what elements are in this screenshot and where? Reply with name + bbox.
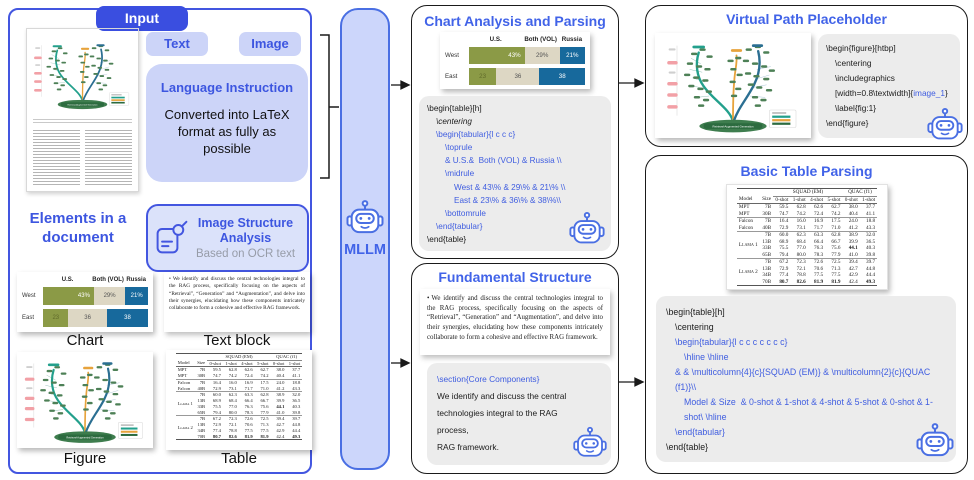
text-block-content: We identify and discuss the central technologies integral to the RAG process, specifically focusing on the aspects of “Retrieval”, “Generation” and “Augmentation”, and delve into their synergies, elucidating how these components intricately collaborate to form a cohesive and effective RAG framework. xyxy=(169,276,305,312)
arrow-mllm-to-fundamental xyxy=(391,359,409,367)
bullet-dot: • xyxy=(427,295,430,302)
mllm-label: MLLM xyxy=(344,242,386,258)
language-instruction-card xyxy=(146,64,308,182)
figure-label: Figure xyxy=(63,450,107,467)
llm-table-card: SQUAD (EM) QUAC (f1) Model Size 0-shot 1-shot 4-shot 5-shot 0-shot 1-shot MPT 7B 59.5 62.8 62.6 62.7 38.0 37.7 MPT 30B 74.7 74.2 72.4 74.2 40.4 41.1 Falcon 7B 16.4 16.0 16.9 17.5 24.0 18.8 Falcon 40B 72.9 73.1 71.7 71.0 41.2 43.3 Llama 1 7B 60.0 62.3 63.3 62.8 38.9 32.0 13B 68.9 68.4 66.4 66.7 39.9 36.5 33B 75.5 77.0 76.3 75.6 44.1 40.3 65B 79.4 80.0 78.3 77.9 41.0 39.8 Llama 2 7B 67.2 72.3 72.6 72.5 39.4 39.7 13B 72.9 72.1 70.6 71.3 42.7 44.8 34B 77.4 78.8 77.5 77.5 42.9 44.4 70B 80.7 82.6 81.9 81.9 42.4 49.3 xyxy=(726,184,888,290)
text-chip: Text xyxy=(146,32,208,56)
robot-icon xyxy=(926,106,964,144)
robot-icon xyxy=(572,425,608,461)
text-block-label: Text block xyxy=(203,332,271,349)
mllm-bar xyxy=(340,8,390,470)
virtual-path-panel xyxy=(645,5,968,147)
chart-code-block: \begin{table}[h] \centering \begin{tabular}{l c c c} \toprule & U.S.& Both (VOL) & Russia \\ \midrule West & 43\% & 29\% & 21\% \\ East & 23\% & 36\% & 38\%\\ \bottomrule \end{tabular} \end{table} xyxy=(419,96,611,251)
virtual-path-code-block: \begin{figure}[htbp] \centering \includegraphics [width=0.8\textwidth]{image_1} \label{fig:1} \end{figure} xyxy=(818,34,960,138)
text-block-thumbnail xyxy=(164,272,310,332)
document-thumbnail xyxy=(26,28,139,192)
svg-text:Retrieval-Augmented Generation: Retrieval-Augmented Generation xyxy=(66,436,104,440)
figure-thumbnail xyxy=(17,352,153,448)
table-label: Table xyxy=(221,450,257,467)
elements-in-document-title: Elements in a document xyxy=(29,210,127,246)
fundamental-text-content: We identify and discuss the central technologies integral to the RAG process, specifically focusing on the aspects of “Retrieval”, “Generation” and “Augmentation”, and delve into their synergies, elucidating how these components intricately collaborate to form a cohesive and effective RAG framework. xyxy=(427,295,603,341)
svg-text:Retrieval-Augmented Generation: Retrieval-Augmented Generation xyxy=(67,104,98,107)
chart-label: Chart xyxy=(66,332,104,349)
basic-table-title: Basic Table Parsing xyxy=(740,163,873,179)
arrow-fundamental-to-basic-table xyxy=(619,378,643,386)
input-badge: Input xyxy=(96,6,188,31)
fundamental-structure-title: Fundamental Structure xyxy=(438,269,592,285)
arrow-mllm-to-chart-analysis xyxy=(391,81,409,89)
image-structure-card xyxy=(146,204,309,272)
gather-bracket xyxy=(320,35,339,178)
fundamental-structure-panel xyxy=(411,263,619,474)
document-text-columns xyxy=(33,130,132,185)
image-structure-subtitle: Based on OCR text xyxy=(195,248,296,260)
language-instruction-title: Language Instruction xyxy=(160,80,294,95)
chart-analysis-panel xyxy=(411,5,619,259)
virtual-path-figure xyxy=(655,33,811,138)
fundamental-text-card xyxy=(420,289,610,355)
basic-table-panel xyxy=(645,155,968,474)
robot-icon xyxy=(915,421,955,461)
image-structure-title: Image Structure Analysis xyxy=(197,216,294,245)
virtual-path-title: Virtual Path Placeholder xyxy=(726,11,887,27)
rag-tree-figure xyxy=(31,33,134,116)
document-with-magnifier-icon xyxy=(154,216,190,260)
chart-analysis-title: Chart Analysis and Parsing xyxy=(424,13,606,29)
image-chip: Image xyxy=(239,32,301,56)
robot-icon xyxy=(568,210,606,248)
chart-thumbnail: U.S. Both (VOL) Russia West 43% 29% 21% East 23 36 38 xyxy=(17,272,153,332)
robot-icon xyxy=(345,198,385,238)
table-thumbnail: SQUAD (EM) QUAC (f1) Model Size 0-shot 1-shot 4-shot 5-shot 0-shot 1-shot MPT 7B 59.5 62.8 62.6 62.7 38.0 37.7 MPT 30B 74.7 74.2 72.4 74.2 40.4 41.1 Falcon 7B 16.4 16.0 16.9 17.5 24.0 18.8 Falcon 40B 72.9 73.1 71.7 71.0 41.2 43.3 Llama 1 7B 60.0 62.3 63.3 62.8 38.9 32.0 13B 68.9 68.4 66.4 66.7 39.9 36.5 33B 75.5 77.0 76.3 75.6 44.1 40.3 65B 79.4 80.0 78.3 77.9 41.0 39.8 Llama 2 7B 67.2 72.3 72.6 72.5 39.4 39.7 13B 72.9 72.1 70.6 71.3 42.7 44.8 34B 77.4 78.8 77.5 77.5 42.9 44.4 70B 80.7 82.6 81.9 81.9 42.4 49.3 xyxy=(166,350,312,450)
document-caption-lines xyxy=(33,119,132,125)
table-code-block: \begin{table}[h] \centering \begin{tabular}{l c c c c c c c} \hline \hline & & \multicolumn{4}{c}{SQUAD (EM)} & \multicolumn{2}{c}{QUAC (f1)}\\ Model & Size & 0-shot & 1-shot & 4-shot & 5-shot & 0-shot & 1-shot\ \hline \end{tabular} \end{table} xyxy=(656,296,956,462)
chart-analysis-chart: U.S. Both (VOL) Russia West 43% 29% 21% East 23 36 38 xyxy=(440,32,590,89)
arrow-chart-to-virtual-path xyxy=(619,79,643,87)
input-panel xyxy=(8,8,312,474)
svg-text:Retrieval-Augmented Generation: Retrieval-Augmented Generation xyxy=(712,124,754,129)
language-instruction-body: Converted into LaTeX format as fully as possible xyxy=(164,107,290,156)
fundamental-code-block: \section{Core Components} We identify and discuss the central technologies integral to the RAG process, RAG framework. xyxy=(427,363,611,465)
bullet-dot: • xyxy=(169,276,171,282)
